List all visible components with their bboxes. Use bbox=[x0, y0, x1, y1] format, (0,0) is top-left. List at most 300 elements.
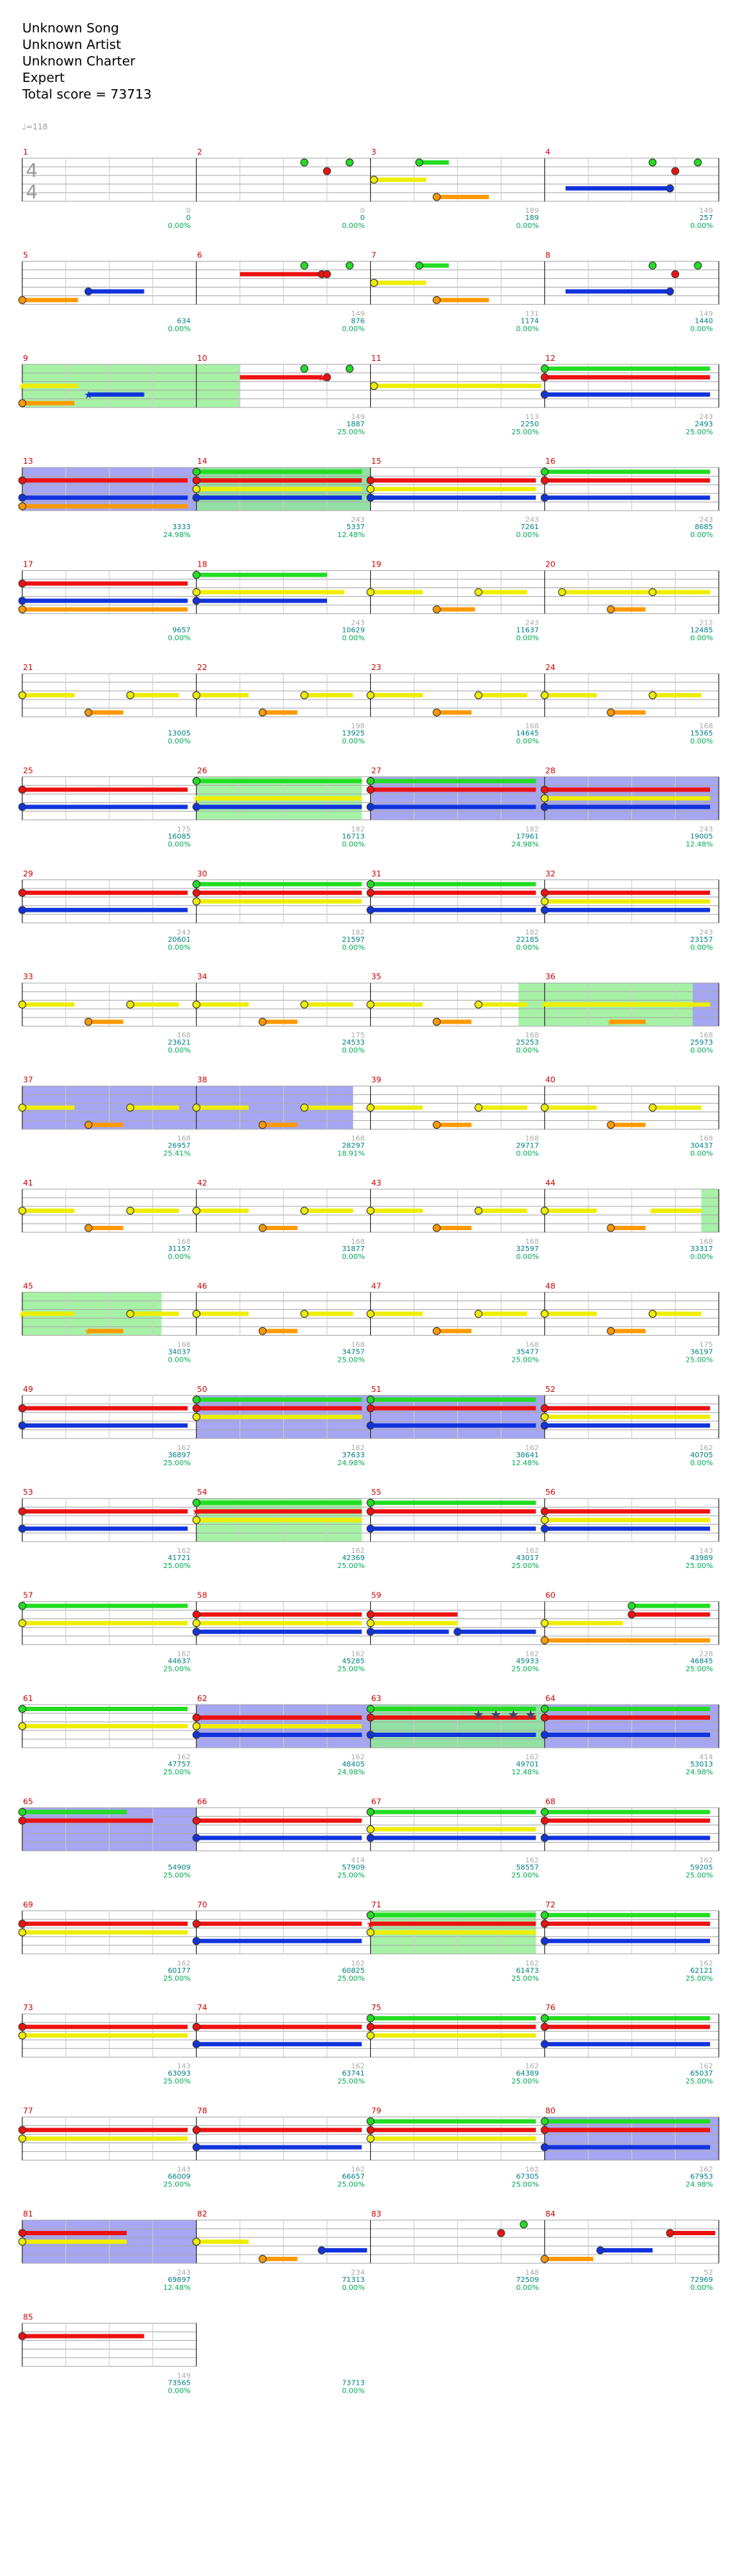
note-gem bbox=[19, 1620, 26, 1627]
measure-number: 33 bbox=[23, 972, 33, 982]
measure-note-count: 148 bbox=[525, 2269, 539, 2277]
measure-percent: 0.00% bbox=[690, 2284, 713, 2292]
note-gem bbox=[649, 589, 656, 596]
note-gem bbox=[193, 2040, 200, 2048]
measure-percent: 0.00% bbox=[690, 634, 713, 643]
measure-score: 14645 bbox=[515, 730, 539, 738]
measure-percent: 25.00% bbox=[511, 1356, 539, 1365]
measure-percent: 25.00% bbox=[337, 1562, 365, 1571]
note-gem bbox=[415, 159, 423, 166]
measure-percent: 25.00% bbox=[163, 1871, 191, 1880]
measure-percent: 25.00% bbox=[337, 1356, 365, 1365]
measure-number: 56 bbox=[545, 1488, 556, 1498]
measure-percent: 25.00% bbox=[163, 1562, 191, 1571]
measure-number: 31 bbox=[371, 868, 382, 879]
measure-score: 0 bbox=[360, 214, 365, 222]
note-gem bbox=[193, 477, 200, 484]
measure-percent: 25.00% bbox=[511, 1562, 539, 1571]
measure-number: 46 bbox=[197, 1281, 208, 1291]
note-gem bbox=[259, 1018, 266, 1025]
measure-percent: 0.00% bbox=[341, 840, 365, 849]
measure-score: 5337 bbox=[346, 523, 365, 532]
measure-percent: 25.00% bbox=[337, 428, 365, 436]
note-gem bbox=[19, 786, 26, 793]
measure-score: 634 bbox=[177, 317, 191, 326]
time-sig-top: 4 bbox=[26, 160, 38, 182]
note-gem bbox=[541, 1817, 548, 1824]
measure-note-count: 168 bbox=[351, 1238, 365, 1246]
note-gem bbox=[367, 477, 374, 484]
note-gem bbox=[367, 2014, 374, 2022]
note-gem bbox=[19, 2135, 26, 2142]
measure-percent: 0.00% bbox=[167, 325, 191, 334]
note-gem bbox=[300, 1310, 308, 1317]
measure-percent: 24.98% bbox=[685, 2181, 713, 2189]
measure-score: 71313 bbox=[341, 2276, 365, 2284]
measure-note-count: 162 bbox=[525, 2165, 539, 2174]
measure-score: 11637 bbox=[515, 626, 539, 635]
measure-number: 24 bbox=[545, 663, 556, 672]
note-gem bbox=[193, 1207, 200, 1214]
measure-score: 15365 bbox=[690, 730, 713, 738]
measure-percent: 25.00% bbox=[163, 2078, 191, 2086]
note-gem bbox=[370, 176, 377, 183]
star-marker: ★ bbox=[472, 1708, 484, 1723]
measure-score: 9657 bbox=[172, 626, 191, 635]
measure-percent: 0.00% bbox=[515, 531, 539, 540]
note-gem bbox=[541, 1413, 548, 1421]
measure-note-count: 162 bbox=[525, 1547, 539, 1556]
note-gem bbox=[541, 2014, 548, 2022]
song-charter: Unknown Charter bbox=[22, 54, 136, 69]
measure-number: 80 bbox=[545, 2106, 556, 2116]
measure-number: 70 bbox=[197, 1899, 208, 1910]
note-gem bbox=[193, 1938, 200, 1945]
note-gem bbox=[541, 1207, 548, 1214]
measure-number: 19 bbox=[371, 559, 382, 569]
measure-number: 12 bbox=[545, 353, 556, 363]
star-marker: ★ bbox=[507, 1708, 520, 1723]
measure-percent: 25.41% bbox=[163, 1150, 191, 1158]
measure-number: 75 bbox=[371, 2003, 382, 2013]
measure-number: 28 bbox=[545, 766, 556, 776]
measure-note-count: 182 bbox=[525, 825, 539, 834]
measure-note-count: 162 bbox=[525, 1444, 539, 1452]
measure-note-count: 175 bbox=[177, 825, 191, 834]
note-gem bbox=[367, 803, 374, 810]
measure-percent: 0.00% bbox=[515, 1253, 539, 1261]
note-gem bbox=[193, 1104, 200, 1111]
star-marker: ★ bbox=[525, 1708, 537, 1723]
measure-note-count: 162 bbox=[177, 1959, 191, 1968]
note-gem bbox=[367, 907, 374, 914]
note-gem bbox=[367, 777, 374, 784]
measure-number: 74 bbox=[197, 2003, 208, 2013]
note-gem bbox=[193, 1405, 200, 1412]
measure-number: 15 bbox=[371, 457, 382, 467]
note-gem bbox=[649, 1310, 656, 1317]
measure-note-count: 182 bbox=[351, 825, 365, 834]
measure-percent: 25.00% bbox=[511, 1665, 539, 1674]
note-gem bbox=[126, 1104, 134, 1111]
note-gem bbox=[193, 2023, 200, 2030]
staff-line bbox=[19, 1395, 719, 1439]
measure-number: 71 bbox=[371, 1899, 382, 1910]
measure-number: 63 bbox=[371, 1694, 382, 1703]
note-gem bbox=[475, 589, 482, 596]
measure-percent: 0.00% bbox=[167, 738, 191, 746]
star-note: ★ bbox=[540, 999, 550, 1012]
note-gem bbox=[433, 1122, 441, 1129]
measure-note-count: 228 bbox=[699, 1650, 713, 1659]
measure-score: 35477 bbox=[515, 1348, 539, 1357]
measure-note-count: 168 bbox=[525, 1238, 539, 1246]
measure-score: 20601 bbox=[167, 935, 191, 944]
note-gem bbox=[541, 1405, 548, 1412]
measure-note-count: 168 bbox=[525, 1032, 539, 1040]
measure-percent: 25.00% bbox=[337, 1665, 365, 1674]
measure-score: 62121 bbox=[690, 1966, 713, 1975]
tempo-marker: ♩=118 bbox=[22, 122, 48, 132]
measure-percent: 0.00% bbox=[341, 738, 365, 746]
measure-percent: 0.00% bbox=[515, 634, 539, 643]
measure-percent: 0.00% bbox=[341, 325, 365, 334]
note-gem bbox=[475, 1001, 482, 1008]
measure-note-count: 162 bbox=[525, 1650, 539, 1659]
measure-note-count: 162 bbox=[351, 1650, 365, 1659]
measure-score: 16713 bbox=[341, 833, 365, 841]
note-gem bbox=[475, 692, 482, 699]
staff-line bbox=[19, 1807, 719, 1851]
measure-note-count: 162 bbox=[351, 2165, 365, 2174]
measure-note-count: 113 bbox=[525, 413, 539, 421]
note-gem bbox=[85, 709, 92, 716]
note-gem bbox=[433, 1224, 441, 1232]
note-gem bbox=[607, 1327, 615, 1334]
measure-note-count: 168 bbox=[177, 1032, 191, 1040]
note-gem bbox=[300, 262, 308, 269]
note-gem bbox=[541, 494, 548, 501]
note-gem bbox=[433, 296, 441, 303]
measure-percent: 12.48% bbox=[511, 1769, 539, 1777]
star-power-section bbox=[702, 1189, 719, 1232]
measure-note-count: 168 bbox=[699, 1238, 713, 1246]
note-gem bbox=[597, 2247, 604, 2254]
note-gem bbox=[649, 1104, 656, 1111]
note-gem bbox=[193, 1413, 200, 1421]
measure-note-count: 189 bbox=[525, 207, 539, 215]
measure-note-count: 162 bbox=[351, 1547, 365, 1556]
measure-number: 11 bbox=[371, 353, 382, 363]
measure-score: 43989 bbox=[690, 1554, 713, 1563]
measure-note-count: 243 bbox=[351, 619, 365, 628]
measure-note-count: 162 bbox=[699, 2165, 713, 2174]
measure-percent: 25.00% bbox=[511, 428, 539, 436]
measure-score: 60825 bbox=[341, 1966, 365, 1975]
note-gem bbox=[433, 709, 441, 716]
measure-score: 63093 bbox=[167, 2070, 191, 2078]
measure-note-count: 131 bbox=[525, 310, 539, 318]
note-gem bbox=[85, 1122, 92, 1129]
note-gem bbox=[318, 2247, 326, 2254]
measure-percent: 0.00% bbox=[167, 2387, 191, 2396]
measure-score: 73565 bbox=[167, 2379, 191, 2388]
measure-number: 53 bbox=[23, 1488, 33, 1498]
measure-note-count: 52 bbox=[704, 2269, 713, 2277]
total-score: Total score = 73713 bbox=[22, 87, 152, 102]
note-gem bbox=[666, 185, 673, 192]
note-gem bbox=[193, 1620, 200, 1627]
measure-score: 46845 bbox=[690, 1657, 713, 1666]
measure-number: 27 bbox=[371, 766, 382, 776]
measure-score: 25973 bbox=[690, 1039, 713, 1048]
measure-number: 35 bbox=[371, 972, 382, 982]
measure-number: 32 bbox=[545, 868, 556, 879]
measure-percent: 24.98% bbox=[163, 531, 191, 540]
note-gem bbox=[541, 1912, 548, 1919]
star-note: ★ bbox=[191, 1506, 201, 1518]
measure-score: 24533 bbox=[341, 1039, 365, 1048]
measure-score: 48405 bbox=[341, 1761, 365, 1769]
note-gem bbox=[19, 1817, 26, 1824]
measure-number: 34 bbox=[197, 972, 208, 982]
measure-score: 12485 bbox=[690, 626, 713, 635]
measure-note-count: 0 bbox=[360, 207, 365, 215]
note-gem bbox=[367, 1714, 374, 1721]
note-gem bbox=[367, 1508, 374, 1515]
note-gem bbox=[19, 1422, 26, 1429]
measure-score: 28297 bbox=[341, 1142, 365, 1150]
measure-percent: 25.00% bbox=[511, 1871, 539, 1880]
staff-line bbox=[19, 365, 719, 408]
measure-number: 42 bbox=[197, 1178, 208, 1188]
note-gem bbox=[541, 1938, 548, 1945]
note-gem bbox=[346, 262, 353, 269]
time-sig-bottom: 4 bbox=[26, 182, 38, 203]
measure-percent: 12.48% bbox=[511, 1459, 539, 1467]
measure-number: 40 bbox=[545, 1075, 556, 1085]
measure-score: 31877 bbox=[341, 1245, 365, 1253]
measure-score: 1174 bbox=[520, 317, 539, 326]
note-gem bbox=[367, 1396, 374, 1403]
note-gem bbox=[671, 168, 678, 175]
measure-score: 876 bbox=[351, 317, 365, 326]
note-gem bbox=[367, 2032, 374, 2039]
measure-percent: 25.00% bbox=[163, 1974, 191, 1983]
note-gem bbox=[367, 2023, 374, 2030]
measure-number: 38 bbox=[197, 1075, 208, 1085]
note-gem bbox=[85, 1224, 92, 1232]
note-gem bbox=[19, 1405, 26, 1412]
measure-score: 49701 bbox=[515, 1761, 539, 1769]
measure-note-count: 168 bbox=[699, 723, 713, 730]
note-gem bbox=[367, 485, 374, 492]
measure-score: 29717 bbox=[515, 1142, 539, 1150]
measure-note-count: 149 bbox=[177, 2372, 191, 2380]
measure-number: 39 bbox=[371, 1075, 382, 1085]
note-gem bbox=[367, 1207, 374, 1214]
note-gem bbox=[541, 692, 548, 699]
measure-note-count: 243 bbox=[699, 825, 713, 834]
note-gem bbox=[367, 1001, 374, 1008]
measure-number: 21 bbox=[23, 663, 33, 672]
note-gem bbox=[541, 794, 548, 802]
note-gem bbox=[541, 1714, 548, 1721]
note-gem bbox=[367, 1611, 374, 1618]
note-gem bbox=[193, 1920, 200, 1928]
note-gem bbox=[541, 1620, 548, 1627]
note-gem bbox=[541, 803, 548, 810]
measure-note-count: 149 bbox=[351, 310, 365, 318]
star-marker: ★ bbox=[489, 1708, 502, 1723]
measure-number: 83 bbox=[371, 2209, 382, 2219]
measure-percent: 0.00% bbox=[515, 222, 539, 230]
star-note: ★ bbox=[83, 1326, 93, 1338]
note-gem bbox=[193, 1499, 200, 1506]
measure-score: 38641 bbox=[515, 1451, 539, 1459]
staff-line bbox=[19, 2014, 719, 2057]
measure-number: 82 bbox=[197, 2209, 208, 2219]
measure-score: 22185 bbox=[515, 935, 539, 944]
note-gem bbox=[19, 1808, 26, 1815]
note-gem bbox=[367, 1620, 374, 1627]
note-gem bbox=[370, 279, 377, 286]
note-gem bbox=[193, 1834, 200, 1841]
measure-number: 77 bbox=[23, 2106, 33, 2116]
measure-note-count: 168 bbox=[525, 1341, 539, 1349]
staff-line bbox=[19, 1911, 719, 1954]
note-gem bbox=[193, 1714, 200, 1721]
note-gem bbox=[367, 1525, 374, 1532]
measure-number: 41 bbox=[23, 1178, 33, 1188]
measure-percent: 25.00% bbox=[685, 1665, 713, 1674]
measure-percent: 0.00% bbox=[341, 222, 365, 230]
measure-score: 41721 bbox=[167, 1554, 191, 1563]
note-gem bbox=[19, 296, 26, 303]
measure-number: 7 bbox=[371, 250, 377, 260]
measure-percent: 25.00% bbox=[337, 2078, 365, 2086]
note-gem bbox=[19, 503, 26, 510]
note-gem bbox=[193, 1723, 200, 1730]
note-gem bbox=[19, 907, 26, 914]
measure-score: 65037 bbox=[690, 2070, 713, 2078]
measure-note-count: 162 bbox=[525, 1959, 539, 1968]
song-title: Unknown Song bbox=[22, 21, 119, 36]
measure-note-count: 168 bbox=[351, 1135, 365, 1143]
note-gem bbox=[19, 803, 26, 810]
measure-percent: 0.00% bbox=[167, 1047, 191, 1055]
measure-number: 36 bbox=[545, 972, 556, 982]
measure-number: 45 bbox=[23, 1281, 33, 1291]
star-note: ★ bbox=[317, 372, 326, 384]
note-gem bbox=[541, 477, 548, 484]
measure-note-count: 168 bbox=[525, 723, 539, 730]
measure-score: 8685 bbox=[694, 523, 713, 532]
note-gem bbox=[193, 889, 200, 897]
note-gem bbox=[558, 589, 566, 596]
measure-note-count: 168 bbox=[351, 1341, 365, 1349]
note-gem bbox=[367, 1808, 374, 1815]
measure-percent: 0.00% bbox=[515, 1150, 539, 1158]
measure-number: 23 bbox=[371, 663, 382, 672]
measure-percent: 25.00% bbox=[163, 2181, 191, 2189]
measure-score: 19005 bbox=[690, 833, 713, 841]
song-artist: Unknown Artist bbox=[22, 37, 121, 52]
measure-percent: 0.00% bbox=[167, 840, 191, 849]
measure-number: 44 bbox=[545, 1178, 556, 1188]
measure-score: 23621 bbox=[167, 1039, 191, 1048]
measure-percent: 0.00% bbox=[690, 1150, 713, 1158]
measure-percent: 25.00% bbox=[163, 1459, 191, 1467]
measure-number: 13 bbox=[23, 457, 33, 467]
measure-score: 54909 bbox=[167, 1864, 191, 1872]
measure-note-count: 175 bbox=[351, 1032, 365, 1040]
note-gem bbox=[19, 2229, 26, 2237]
measure-note-count: 162 bbox=[525, 1856, 539, 1865]
note-gem bbox=[520, 2221, 528, 2228]
note-gem bbox=[193, 1001, 200, 1008]
staff-line bbox=[19, 1498, 719, 1541]
note-gem bbox=[694, 159, 702, 166]
note-gem bbox=[415, 262, 423, 269]
measure-note-count: 162 bbox=[351, 2063, 365, 2071]
note-gem bbox=[193, 2238, 200, 2245]
measure-percent: 0.00% bbox=[690, 325, 713, 334]
measure-number: 1 bbox=[23, 147, 28, 157]
measure-number: 9 bbox=[23, 353, 28, 363]
note-gem bbox=[259, 1122, 266, 1129]
note-gem bbox=[19, 2023, 26, 2030]
note-gem bbox=[193, 692, 200, 699]
measure-percent: 0.00% bbox=[690, 531, 713, 540]
measure-number: 25 bbox=[23, 766, 33, 776]
measure-note-count: 243 bbox=[699, 413, 713, 421]
staff-line bbox=[19, 2117, 719, 2160]
measure-number: 18 bbox=[197, 559, 208, 569]
measure-number: 78 bbox=[197, 2106, 208, 2116]
measure-score: 69897 bbox=[167, 2276, 191, 2284]
measure-score: 34037 bbox=[167, 1348, 191, 1357]
note-gem bbox=[367, 1834, 374, 1841]
note-gem bbox=[193, 1396, 200, 1403]
measure-number: 3 bbox=[371, 147, 377, 157]
note-gem bbox=[607, 606, 615, 613]
measure-percent: 25.00% bbox=[337, 2181, 365, 2189]
measure-number: 57 bbox=[23, 1590, 33, 1600]
measure-score: 67953 bbox=[690, 2173, 713, 2181]
measure-percent: 0.00% bbox=[690, 1459, 713, 1467]
note-gem bbox=[19, 2127, 26, 2134]
note-gem bbox=[541, 2255, 548, 2263]
measure-note-count: 168 bbox=[177, 1238, 191, 1246]
measure-note-count: 198 bbox=[351, 723, 365, 730]
note-gem bbox=[85, 1018, 92, 1025]
note-gem bbox=[19, 400, 26, 407]
measure-note-count: 182 bbox=[525, 928, 539, 937]
note-gem bbox=[541, 1808, 548, 1815]
measure-note-count: 243 bbox=[699, 516, 713, 525]
note-gem bbox=[19, 1603, 26, 1610]
measure-number: 8 bbox=[545, 250, 551, 260]
note-gem bbox=[370, 382, 377, 390]
note-gem bbox=[541, 898, 548, 905]
note-gem bbox=[367, 1104, 374, 1111]
measure-score: 189 bbox=[525, 214, 539, 222]
measure-score: 1887 bbox=[346, 420, 365, 428]
note-gem bbox=[541, 468, 548, 475]
note-gem bbox=[666, 2229, 673, 2237]
measure-number: 72 bbox=[545, 1899, 556, 1910]
